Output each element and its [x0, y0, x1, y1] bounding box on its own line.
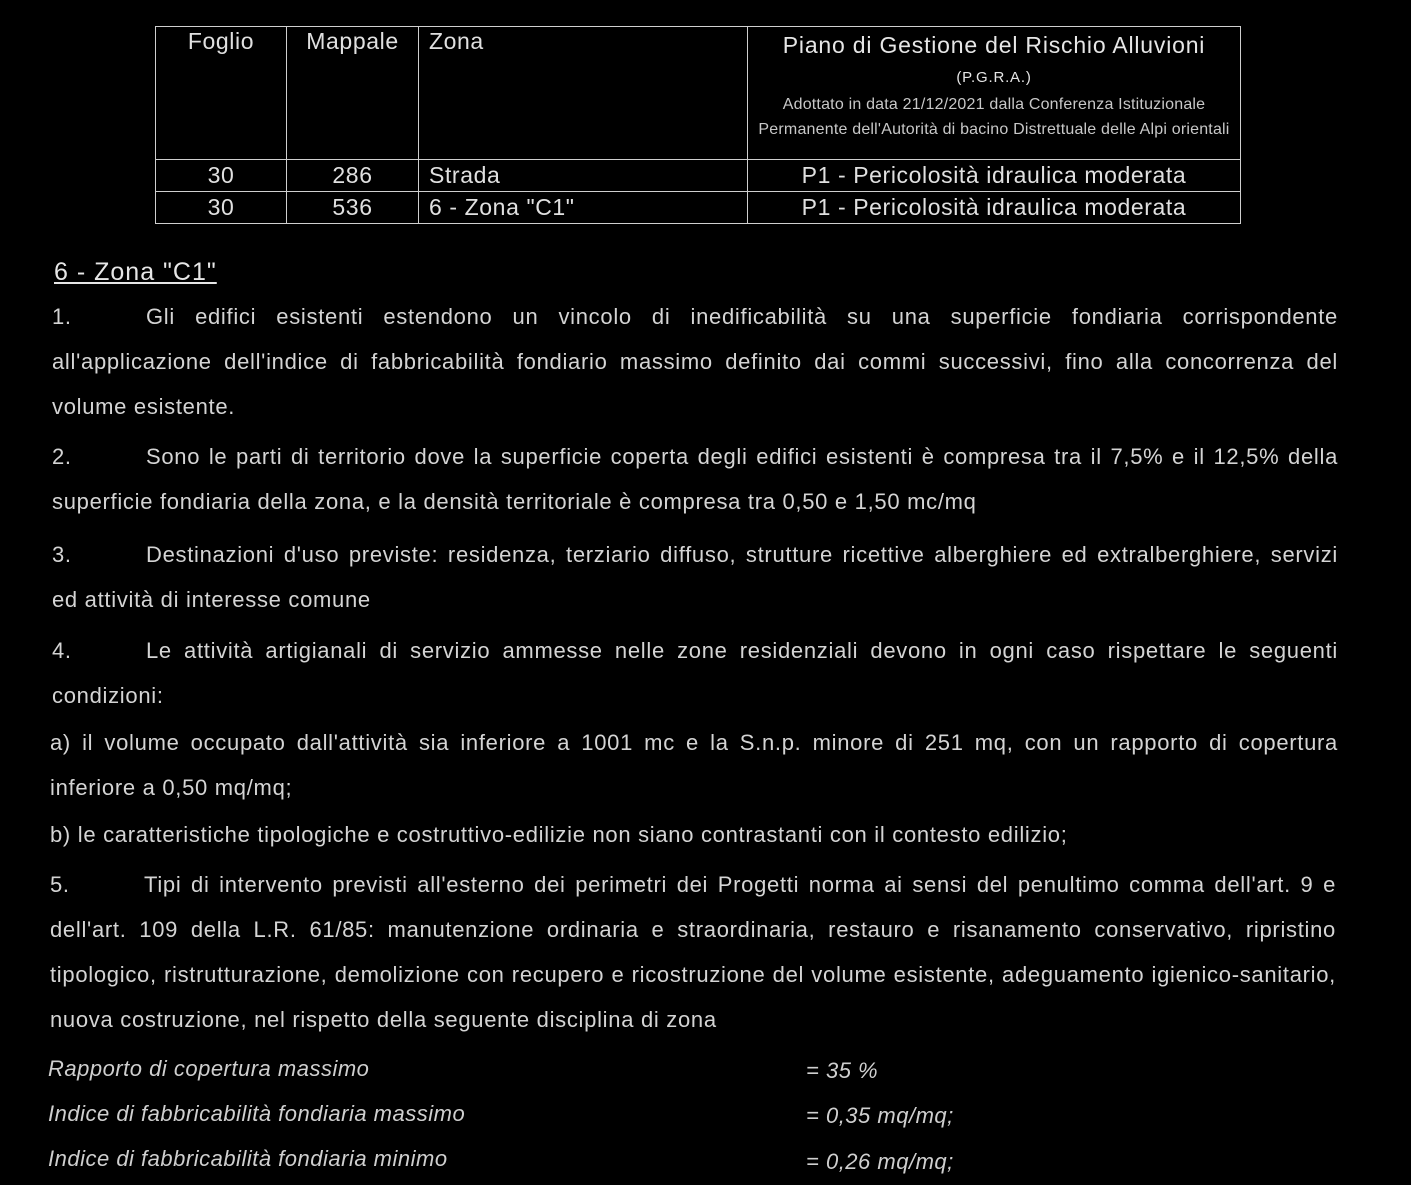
cell-pgra: P1 - Pericolosità idraulica moderata	[748, 192, 1241, 224]
paragraph-number: 4.	[52, 638, 72, 663]
cell-zona: 6 - Zona "C1"	[419, 192, 748, 224]
parameter-label: Indice di fabbricabilità fondiaria minimo	[48, 1146, 448, 1171]
condition-a: a) il volume occupato dall'attività sia inferiore a 1001 mc e la S.n.p. minore di 251 mq, con un rapporto di copertura inferiore a 0,50 mq/mq;	[50, 730, 1338, 800]
parameter-value: = 35 %	[806, 1058, 879, 1083]
cell-mappale: 536	[287, 192, 419, 224]
parcel-table	[155, 26, 1241, 224]
pgra-note: Adottato in data 21/12/2021 dalla Conferenza Istituzionale Permanente dell'Autorità di bacino Distrettuale delle Alpi orientali	[758, 96, 1230, 138]
cell-mappale: 286	[287, 160, 419, 192]
paragraph-text: Gli edifici esistenti estendono un vincolo di inedificabilità su una superficie fondiaria corrispondente all'applicazione dell'indice di fabbricabilità fondiario massimo definito dai commi successivi, fino alla concorrenza del volume esistente.	[52, 304, 1338, 419]
paragraph-number: 2.	[52, 444, 72, 469]
parameter-label: Indice di fabbricabilità fondiaria massimo	[48, 1101, 466, 1126]
table-header-row	[156, 27, 1241, 160]
header-foglio: Foglio	[156, 27, 287, 160]
paragraph-text: Destinazioni d'uso previste: residenza, terziario diffuso, strutture ricettive alberghiere ed extralberghiere, servizi ed attività di interesse comune	[52, 542, 1338, 612]
header-mappale: Mappale	[287, 27, 419, 160]
section-title: 6 - Zona "C1"	[54, 258, 217, 286]
table-row	[156, 192, 1241, 224]
cell-zona: Strada	[419, 160, 748, 192]
parameter-label: Rapporto di copertura massimo	[48, 1056, 370, 1081]
paragraph-5	[50, 862, 1336, 1042]
paragraph-4	[52, 628, 1338, 718]
header-zona: Zona	[419, 27, 748, 160]
paragraph-text: Sono le parti di territorio dove la superficie coperta degli edifici esistenti è compresa tra il 7,5% e il 12,5% della superficie fondiaria della zona, e la densità territoriale è compresa tra 0,50 e 1,50 mc/mq	[52, 444, 1338, 514]
paragraph-number: 1.	[52, 304, 72, 329]
pgra-abbr: (P.G.R.A.)	[956, 69, 1032, 86]
paragraph-2	[52, 434, 1338, 524]
cell-foglio: 30	[156, 192, 287, 224]
pgra-title-text: Piano di Gestione del Rischio Alluvioni	[782, 32, 1206, 58]
paragraph-text: Tipi di intervento previsti all'esterno dei perimetri dei Progetti norma ai sensi del penultimo comma dell'art. 9 e dell'art. 109 della L.R. 61/85: manutenzione ordinaria e straordinaria, restauro e risanamento conservativo, ripristino tipologico, ristrutturazione, demolizione con recupero e ricostruzione del volume esistente, adeguamento igienico-sanitario, nuova costruzione, nel rispetto della seguente disciplina di zona	[50, 872, 1336, 1032]
paragraph-1	[52, 294, 1338, 429]
parameter-value: = 0,35 mq/mq;	[806, 1103, 954, 1128]
cell-foglio: 30	[156, 160, 287, 192]
paragraph-3	[52, 532, 1338, 622]
table-row	[156, 160, 1241, 192]
paragraph-number: 5.	[50, 872, 70, 897]
parameter-value: = 0,26 mq/mq;	[806, 1149, 954, 1174]
cell-pgra: P1 - Pericolosità idraulica moderata	[748, 160, 1241, 192]
pgra-title	[748, 27, 1240, 92]
header-pgra	[748, 27, 1241, 160]
paragraph-text: Le attività artigianali di servizio ammesse nelle zone residenziali devono in ogni caso rispettare le seguenti condizioni:	[52, 638, 1338, 708]
condition-b: b) le caratteristiche tipologiche e costruttivo-edilizie non siano contrastanti con il contesto edilizio;	[50, 822, 1068, 847]
paragraph-number: 3.	[52, 542, 72, 567]
